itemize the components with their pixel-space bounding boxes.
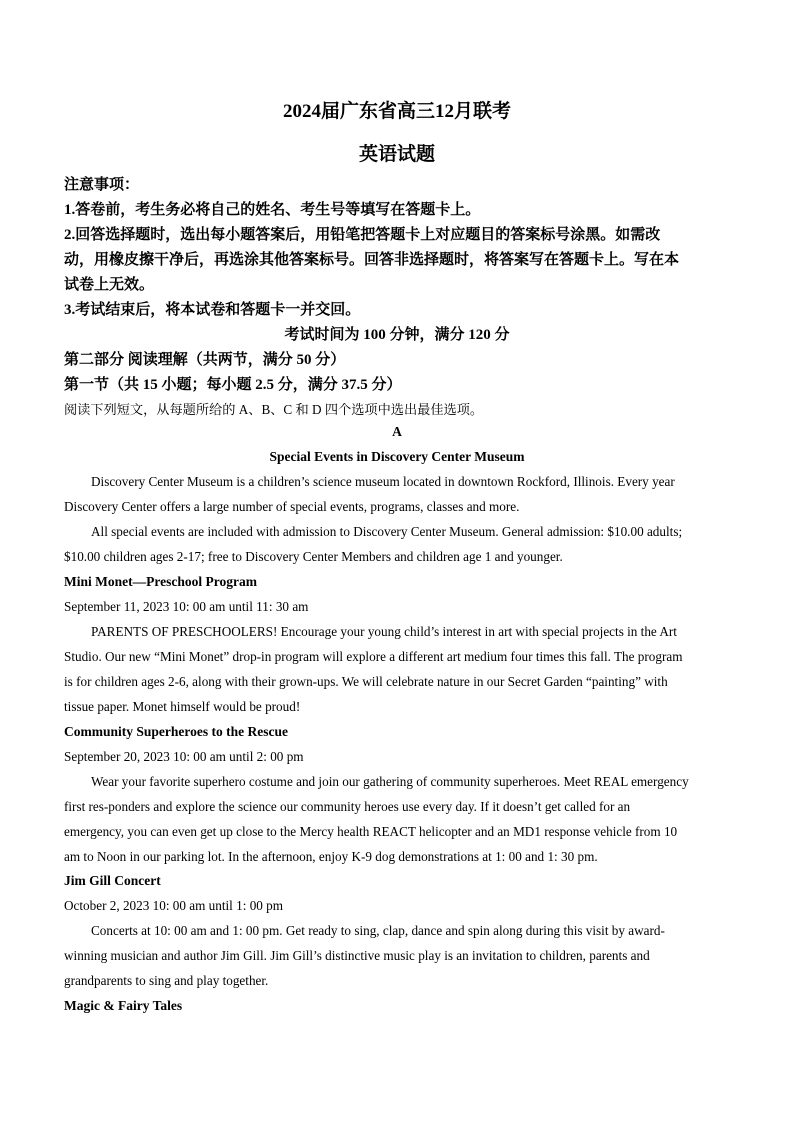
event-title: Jim Gill Concert xyxy=(64,873,161,888)
event-text-line: Wear your favorite superhero costume and join our gathering of community superheroes. Meet REAL emergency xyxy=(91,774,689,789)
notice-line-2: 2.回答选择题时，选出每小题答案后，用铅笔把答题卡上对应题目的答案标号涂黑。如需改 xyxy=(64,227,661,243)
exam-time: 考试时间为 100 分钟，满分 120 分 xyxy=(284,327,510,343)
intro-line: $10.00 children ages 2-17; free to Discovery Center Members and children age 1 and younger. xyxy=(64,549,563,564)
event-text-line: Studio. Our new “Mini Monet” drop-in program will explore a different art medium four times this fall. The program xyxy=(64,649,683,664)
instruction-text: 阅读下列短文，从每题所给的 A、B、C 和 D 四个选项中选出最佳选项。 xyxy=(64,402,484,417)
exam-subtitle: 英语试题 xyxy=(358,144,435,165)
event-date: October 2, 2023 10: 00 am until 1: 00 pm xyxy=(64,898,284,913)
notice-line-4: 试卷上无效。 xyxy=(64,277,155,293)
event-text-line: emergency, you can even get up close to the Mercy health REACT helicopter and an MD1 response vehicle from 10 xyxy=(64,824,678,839)
exam-title: 2024届广东省高三12月联考 xyxy=(282,101,511,122)
notice-line-5: 3.考试结束后，将本试卷和答题卡一并交回。 xyxy=(64,302,361,318)
intro-line: Discovery Center Museum is a children’s science museum located in downtown Rockford, Illinois. Every year xyxy=(91,474,675,489)
event-text-line: am to Noon in our parking lot. In the afternoon, enjoy K-9 dog demonstrations at 1: 00 and 1: 30 pm. xyxy=(64,849,598,864)
event-text-line: grandparents to sing and play together. xyxy=(64,973,269,988)
event-text-line: winning musician and author Jim Gill. Jim Gill’s distinctive music play is an invitation to children, parents and xyxy=(64,948,650,963)
event-text-line: Concerts at 10: 00 am and 1: 00 pm. Get ready to sing, clap, dance and spin along during this visit by award- xyxy=(91,923,665,938)
intro-line: All special events are included with admission to Discovery Center Museum. General admission: $10.00 adults; xyxy=(91,524,683,539)
event-title: Mini Monet—Preschool Program xyxy=(64,574,257,589)
event-title: Magic & Fairy Tales xyxy=(64,998,183,1013)
event-text-line: PARENTS OF PRESCHOOLERS! Encourage your young child’s interest in art with special projects in the Art xyxy=(91,624,677,639)
event-text-line: tissue paper. Monet himself would be proud! xyxy=(64,699,301,714)
intro-line: Discovery Center offers a large number of special events, programs, classes and more. xyxy=(64,499,520,514)
event-title: Community Superheroes to the Rescue xyxy=(64,724,288,739)
event-date: September 11, 2023 10: 00 am until 11: 30 am xyxy=(64,599,309,614)
part-heading: 第二部分 阅读理解（共两节，满分 50 分） xyxy=(64,352,346,368)
passage-label: A xyxy=(392,424,402,439)
notice-heading: 注意事项： xyxy=(64,177,140,193)
event-date: September 20, 2023 10: 00 am until 2: 00 pm xyxy=(64,749,304,764)
event-text-line: is for children ages 2-6, along with their grown-ups. We will celebrate nature in our Secret Garden “painting” with xyxy=(64,674,668,689)
notice-line-1: 1.答卷前，考生务必将自己的姓名、考生号等填写在答题卡上。 xyxy=(64,202,481,218)
notice-line-3: 动，用橡皮擦干净后，再选涂其他答案标号。回答非选择题时，将答案写在答题卡上。写在本 xyxy=(64,252,680,268)
subsection-heading: 第一节（共 15 小题；每小题 2.5 分，满分 37.5 分） xyxy=(64,377,402,393)
event-text-line: first res-ponders and explore the science our community heroes use every day. If it doesn’t get called for an xyxy=(64,799,631,814)
passage-title: Special Events in Discovery Center Museum xyxy=(269,449,525,464)
